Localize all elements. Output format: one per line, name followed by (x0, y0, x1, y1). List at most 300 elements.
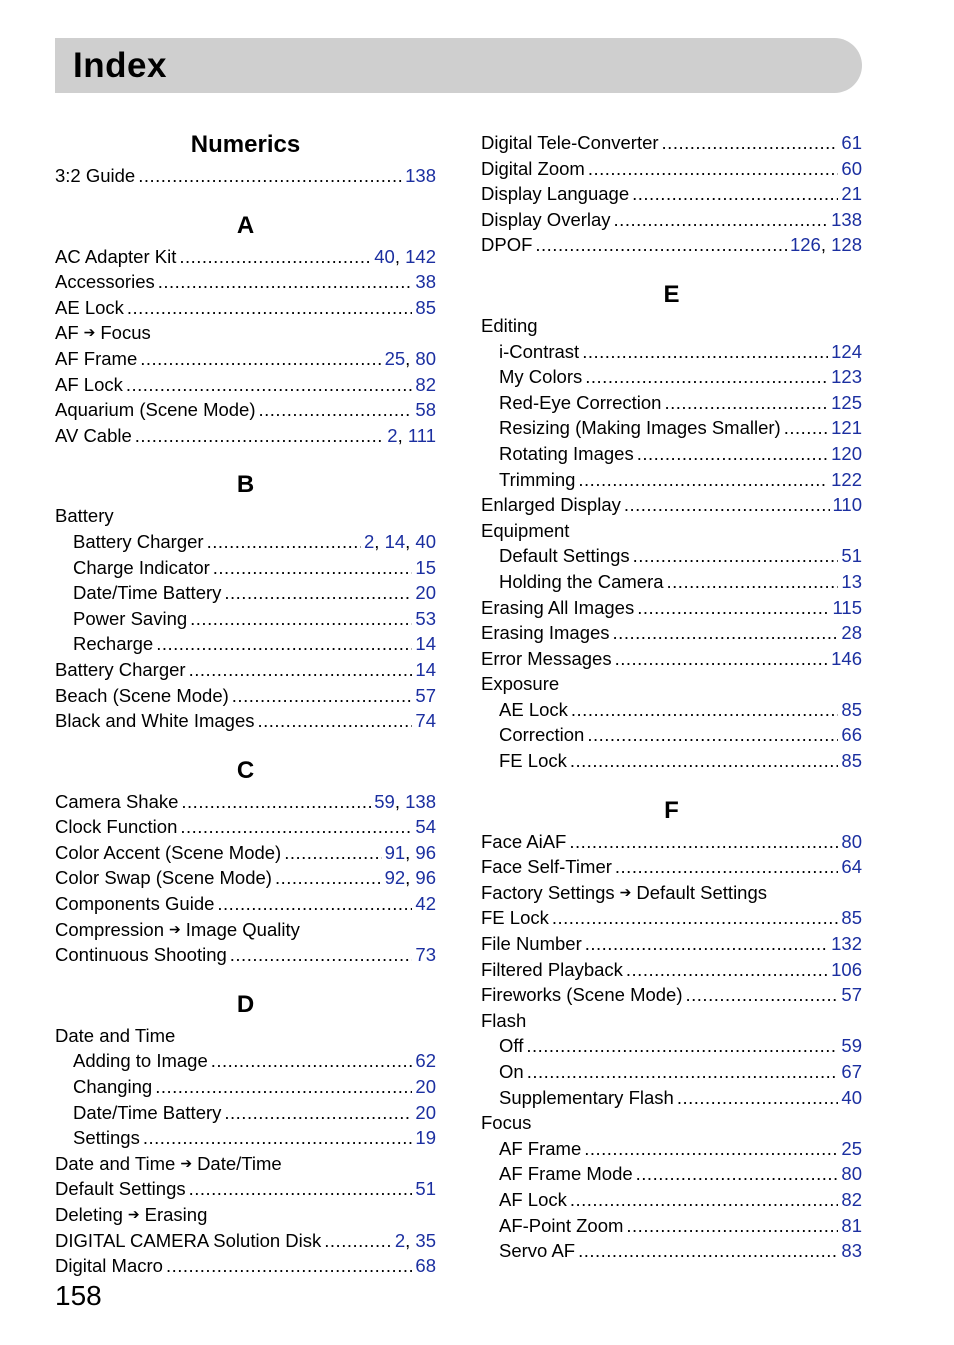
page-link[interactable]: 53 (415, 607, 436, 629)
entry-label: Adding to Image (73, 1050, 208, 1072)
page-refs (415, 814, 436, 840)
index-column-right (481, 130, 862, 1264)
page-link[interactable]: 82 (415, 373, 436, 395)
index-subentry (55, 1100, 436, 1126)
index-subentry (55, 529, 436, 555)
index-entry (481, 931, 862, 957)
entry-label: Off (499, 1035, 524, 1057)
page-link[interactable]: 54 (415, 816, 436, 838)
entry-label: Face AiAF (481, 830, 567, 852)
entry-label: Holding the Camera (499, 570, 664, 592)
page-link[interactable]: 40 (374, 245, 395, 267)
page-link[interactable]: 80 (841, 830, 862, 852)
index-subentry (55, 1074, 436, 1100)
page-refs (841, 722, 862, 748)
dot-leader (614, 207, 829, 233)
page-refs (841, 854, 862, 880)
entry-label: Supplementary Flash (499, 1086, 674, 1108)
dot-leader (615, 646, 829, 672)
section-heading: A (236, 211, 255, 239)
dot-leader (636, 1161, 839, 1187)
page-refs: 126, 128 (789, 234, 862, 256)
page-link[interactable]: 138 (405, 790, 436, 812)
dot-leader (156, 631, 412, 657)
index-subentry (481, 1059, 862, 1085)
index-entry (481, 156, 862, 182)
dot-leader (179, 244, 371, 270)
page-refs (415, 708, 436, 734)
page-link[interactable]: 60 (841, 157, 862, 179)
entry-label: Digital Tele-Converter (481, 132, 659, 153)
page-link[interactable]: 82 (841, 1188, 862, 1210)
dot-leader (664, 390, 828, 416)
index-entry (481, 1110, 862, 1136)
entry-label: AF-Point Zoom (499, 1214, 624, 1236)
page-link[interactable]: 20 (415, 1076, 436, 1098)
dot-leader (189, 1176, 413, 1202)
page-link[interactable]: 74 (415, 710, 436, 732)
page-refs: 25, 80 (384, 347, 436, 369)
index-entry (481, 957, 862, 983)
page-refs (841, 1238, 862, 1264)
entry-label: Fireworks (Scene Mode) (481, 984, 683, 1006)
page-link[interactable]: 51 (415, 1178, 436, 1200)
dot-leader (181, 789, 371, 815)
page-link[interactable]: 21 (841, 183, 862, 205)
page-refs (831, 207, 862, 233)
index-subentry (481, 569, 862, 595)
dot-leader (211, 1048, 413, 1074)
page-refs (415, 1253, 436, 1279)
entry-label: Black and White Images (55, 710, 255, 732)
dot-leader (138, 163, 402, 189)
see-arrow-icon: ➔ (180, 1154, 193, 1171)
page-refs (841, 543, 862, 569)
page-refs (415, 397, 436, 423)
page-link[interactable]: 138 (831, 208, 862, 230)
page-link[interactable]: 58 (415, 399, 436, 421)
index-entry (55, 683, 436, 709)
index-entry (55, 163, 436, 189)
index-subentry (55, 631, 436, 657)
page-refs (841, 181, 862, 207)
dot-leader (587, 722, 838, 748)
dot-leader (217, 891, 412, 917)
page-refs (415, 942, 436, 968)
dot-leader (626, 957, 828, 983)
entry-label: Filtered Playback (481, 958, 623, 980)
page-link[interactable]: 40 (415, 530, 436, 552)
index-subentry (55, 1125, 436, 1151)
page-link[interactable]: 126 (789, 234, 821, 256)
index-entry (55, 269, 436, 295)
page-refs (415, 606, 436, 632)
entry-label: Display Language (481, 183, 630, 205)
page-link[interactable]: 25 (384, 347, 406, 369)
entry-label: My Colors (499, 366, 583, 388)
entry-label: Default Settings (499, 545, 630, 567)
dot-leader (257, 708, 412, 734)
entry-label: FE Lock (499, 750, 567, 772)
entry-label: Digital Zoom (481, 157, 585, 179)
index-subentry (55, 1048, 436, 1074)
page-link[interactable]: 124 (831, 340, 862, 362)
entry-label: Date and Time (55, 1152, 176, 1174)
page-link[interactable]: 59 (374, 790, 395, 812)
entry-label: Factory Settings (481, 881, 615, 903)
entry-label: Components Guide (55, 893, 215, 915)
dot-leader (585, 364, 828, 390)
dot-leader (585, 931, 828, 957)
index-subentry (481, 364, 862, 390)
section-heading: E (663, 280, 680, 308)
index-entry (55, 891, 436, 917)
entry-label: Camera Shake (55, 790, 179, 812)
page-refs (415, 555, 436, 581)
dot-leader (571, 697, 839, 723)
dot-leader (189, 657, 413, 683)
entry-label: AV Cable (55, 424, 132, 446)
page-refs (415, 580, 436, 606)
page-link[interactable]: 35 (415, 1229, 436, 1251)
page-link[interactable]: 85 (415, 296, 436, 318)
section-heading: D (236, 990, 255, 1018)
dot-leader (578, 1238, 838, 1264)
entry-label: Battery (55, 505, 114, 527)
dot-leader (588, 156, 839, 182)
page-refs (841, 569, 862, 595)
index-entry (55, 372, 436, 398)
index-subentry (481, 1213, 862, 1239)
dot-leader (140, 346, 381, 372)
index-entry (55, 1151, 436, 1177)
page-refs (415, 683, 436, 709)
entry-label: Correction (499, 724, 585, 746)
page-link[interactable]: 91 (384, 841, 406, 863)
page-link[interactable]: 51 (841, 545, 862, 567)
dot-leader (632, 181, 838, 207)
page-refs (415, 1048, 436, 1074)
dot-leader (324, 1228, 392, 1254)
page-link[interactable]: 83 (841, 1240, 862, 1262)
page-link[interactable]: 122 (831, 468, 862, 490)
dot-leader (633, 543, 839, 569)
entry-label: Error Messages (481, 647, 612, 669)
index-entry (481, 982, 862, 1008)
page-link[interactable]: 96 (415, 867, 436, 889)
index-entry (481, 181, 862, 207)
page-link[interactable]: 2 (387, 424, 398, 446)
entry-label: Equipment (481, 519, 570, 541)
index-subentry (481, 1187, 862, 1213)
dot-leader (180, 814, 412, 840)
page-refs (841, 620, 862, 646)
page-refs (841, 1161, 862, 1187)
entry-label: Accessories (55, 271, 155, 293)
see-arrow-icon: ➔ (127, 1206, 140, 1222)
entry-label: Aquarium (Scene Mode) (55, 399, 256, 421)
dot-leader (686, 982, 839, 1008)
page-link[interactable]: 14 (384, 530, 406, 552)
entry-label: AF Frame (55, 347, 138, 369)
dot-leader (158, 269, 413, 295)
entry-label: Resizing (Making Images Smaller) (499, 417, 781, 439)
dot-leader (613, 620, 839, 646)
entry-label: Servo AF (499, 1240, 576, 1262)
page-number: 158 (55, 1280, 102, 1311)
page-link[interactable]: 73 (415, 944, 436, 966)
page-link[interactable]: 85 (841, 907, 862, 929)
index-subentry (55, 580, 436, 606)
page-refs (831, 441, 862, 467)
page-refs (415, 295, 436, 321)
page-link[interactable]: 68 (415, 1255, 436, 1277)
section-heading: B (236, 471, 255, 499)
page-link[interactable]: 19 (415, 1127, 436, 1149)
page-link[interactable]: 59 (841, 1035, 862, 1057)
dot-leader (232, 683, 413, 709)
page-link[interactable]: 40 (841, 1086, 862, 1108)
see-reference: Date/Time (197, 1152, 282, 1174)
page-refs (841, 1136, 862, 1162)
index-entry (481, 1008, 862, 1034)
index-entry (55, 1202, 436, 1228)
index-entry (481, 905, 862, 931)
dot-leader (667, 569, 839, 595)
see-arrow-icon: ➔ (169, 920, 181, 937)
entry-label: Flash (481, 1009, 527, 1031)
page-link[interactable]: 25 (841, 1137, 862, 1159)
entry-label: Erasing Images (481, 622, 610, 644)
entry-label: Battery Charger (73, 530, 204, 552)
page-link[interactable]: 96 (415, 841, 436, 863)
index-entry (55, 708, 436, 734)
entry-label: AE Lock (499, 698, 568, 720)
dot-leader (190, 606, 412, 632)
page-refs (841, 905, 862, 931)
page-refs: 92, 96 (384, 867, 436, 889)
index-entry (55, 346, 436, 372)
page-link[interactable]: 20 (415, 1101, 436, 1123)
index-entry (481, 854, 862, 880)
index-entry (55, 865, 436, 891)
page-link[interactable]: 85 (841, 698, 862, 720)
entry-label: Color Accent (Scene Mode) (55, 841, 282, 863)
page-refs (415, 657, 436, 683)
page-link[interactable]: 64 (841, 856, 862, 878)
index-subentry (481, 467, 862, 493)
entry-label: Deleting (55, 1204, 123, 1225)
index-entry (55, 814, 436, 840)
page-refs (841, 697, 862, 723)
page-link[interactable]: 14 (415, 658, 436, 680)
page-link[interactable]: 13 (841, 570, 862, 592)
dot-leader (784, 415, 828, 441)
index-entry (55, 1253, 436, 1279)
page-refs (415, 1176, 436, 1202)
index-entry (481, 646, 862, 672)
dot-leader (570, 1187, 839, 1213)
dot-leader (552, 905, 839, 931)
page-link[interactable]: 57 (415, 684, 436, 706)
page-refs (831, 957, 862, 983)
index-entry (55, 657, 436, 683)
index-subentry (481, 1033, 862, 1059)
page-refs (831, 467, 862, 493)
page-link[interactable]: 92 (384, 867, 406, 889)
page-link[interactable]: 85 (841, 750, 862, 772)
dot-leader (207, 529, 361, 555)
page-link[interactable]: 146 (831, 647, 862, 669)
index-entry (55, 917, 436, 943)
page-link[interactable]: 57 (841, 984, 862, 1006)
page-link[interactable]: 2 (394, 1229, 406, 1251)
page-link[interactable]: 66 (841, 724, 862, 746)
index-subentry (481, 748, 862, 774)
page-refs (405, 163, 436, 189)
page-refs: 2, 35 (394, 1229, 436, 1251)
index-entry (481, 880, 862, 906)
page-refs (841, 1059, 862, 1085)
page-refs (831, 339, 862, 365)
page-link[interactable]: 42 (415, 893, 436, 915)
page-link[interactable]: 138 (405, 165, 436, 186)
index-subentry (481, 339, 862, 365)
index-entry (55, 503, 436, 529)
index-column-left (55, 130, 436, 1279)
page-refs (841, 156, 862, 182)
index-entry (55, 840, 436, 866)
index-entry (55, 244, 436, 270)
dot-leader (155, 1074, 412, 1100)
dot-leader (126, 372, 413, 398)
see-reference: Focus (100, 322, 151, 344)
dot-leader (578, 467, 828, 493)
index-entry (55, 942, 436, 968)
page-link[interactable]: 15 (415, 556, 436, 578)
entry-label: Enlarged Display (481, 494, 621, 516)
page-link[interactable]: 111 (407, 424, 436, 446)
page-link[interactable]: 61 (841, 132, 862, 153)
page-refs (831, 390, 862, 416)
page-refs: 2, 111 (387, 424, 436, 446)
index-subentry (481, 1238, 862, 1264)
entry-label: Charge Indicator (73, 556, 210, 578)
index-subentry (481, 390, 862, 416)
page-link[interactable]: 80 (841, 1163, 862, 1185)
page-link[interactable]: 81 (841, 1214, 862, 1236)
entry-label: Date and Time (55, 1024, 176, 1046)
page-refs (841, 748, 862, 774)
page-link[interactable]: 142 (405, 245, 436, 267)
page-link[interactable]: 115 (832, 596, 862, 618)
dot-leader (166, 1253, 412, 1279)
index-subentry (481, 441, 862, 467)
page-link[interactable]: 132 (831, 933, 862, 955)
dot-leader (259, 397, 413, 423)
page-link[interactable]: 14 (415, 633, 436, 655)
entry-label: Compression (55, 918, 164, 940)
dot-leader (275, 865, 382, 891)
index-subentry (481, 1085, 862, 1111)
entry-label: Color Swap (Scene Mode) (55, 867, 272, 889)
entry-label: Rotating Images (499, 442, 634, 464)
page-refs (841, 1187, 862, 1213)
index-subentry (481, 1161, 862, 1187)
page-link[interactable]: 123 (831, 366, 862, 388)
see-reference: Default Settings (636, 881, 768, 903)
page-link[interactable]: 125 (831, 391, 862, 413)
entry-label: AF Frame (499, 1137, 582, 1159)
entry-label: Focus (481, 1112, 532, 1134)
page-link[interactable]: 106 (831, 958, 862, 980)
page-refs (841, 829, 862, 855)
section-heading: Numerics (190, 131, 301, 158)
index-entry (481, 130, 862, 156)
entry-label: Editing (481, 314, 538, 336)
page-refs (841, 1085, 862, 1111)
page-link[interactable]: 121 (831, 417, 862, 439)
page-refs: 91, 96 (384, 841, 436, 863)
index-entry (481, 620, 862, 646)
index-subentry (481, 697, 862, 723)
page-link[interactable]: 2 (363, 530, 375, 552)
index-entry (481, 232, 862, 258)
page-link[interactable]: 62 (415, 1050, 436, 1072)
page-link[interactable]: 128 (831, 234, 862, 256)
entry-label: Clock Function (55, 816, 178, 838)
entry-label: Date/Time Battery (73, 1101, 222, 1123)
page-refs (415, 1100, 436, 1126)
entry-label: AF Frame Mode (499, 1163, 633, 1185)
index-subentry (481, 415, 862, 441)
entry-label: 3:2 Guide (55, 165, 136, 186)
index-entry (55, 1023, 436, 1049)
dot-leader (127, 295, 413, 321)
entry-label: AE Lock (55, 296, 124, 318)
see-arrow-icon: ➔ (83, 324, 96, 341)
entry-label: Red-Eye Correction (499, 391, 662, 413)
page-link[interactable]: 28 (841, 622, 862, 644)
entry-label: AF (55, 322, 79, 344)
page-refs (833, 595, 863, 621)
page-link[interactable]: 120 (831, 442, 862, 464)
index-entry (481, 829, 862, 855)
page-refs (831, 415, 862, 441)
dot-leader (284, 840, 381, 866)
page-link[interactable]: 20 (415, 582, 436, 604)
index-subentry (55, 606, 436, 632)
entry-label: Battery Charger (55, 658, 186, 680)
entry-label: Continuous Shooting (55, 944, 227, 966)
index-subentry (481, 543, 862, 569)
dot-leader (143, 1125, 413, 1151)
entry-label: DPOF (481, 234, 533, 256)
page-link[interactable]: 110 (832, 494, 862, 516)
page-refs (415, 269, 436, 295)
page-link[interactable]: 80 (415, 347, 436, 369)
entry-label: Digital Macro (55, 1255, 163, 1277)
dot-leader (637, 441, 828, 467)
page-refs: 59, 138 (374, 790, 436, 812)
page-link[interactable]: 38 (415, 271, 436, 293)
page-refs (841, 982, 862, 1008)
dot-leader (224, 580, 412, 606)
dot-leader (677, 1085, 839, 1111)
index-entry (481, 671, 862, 697)
page-link[interactable]: 67 (841, 1061, 862, 1082)
dot-leader (662, 130, 839, 156)
